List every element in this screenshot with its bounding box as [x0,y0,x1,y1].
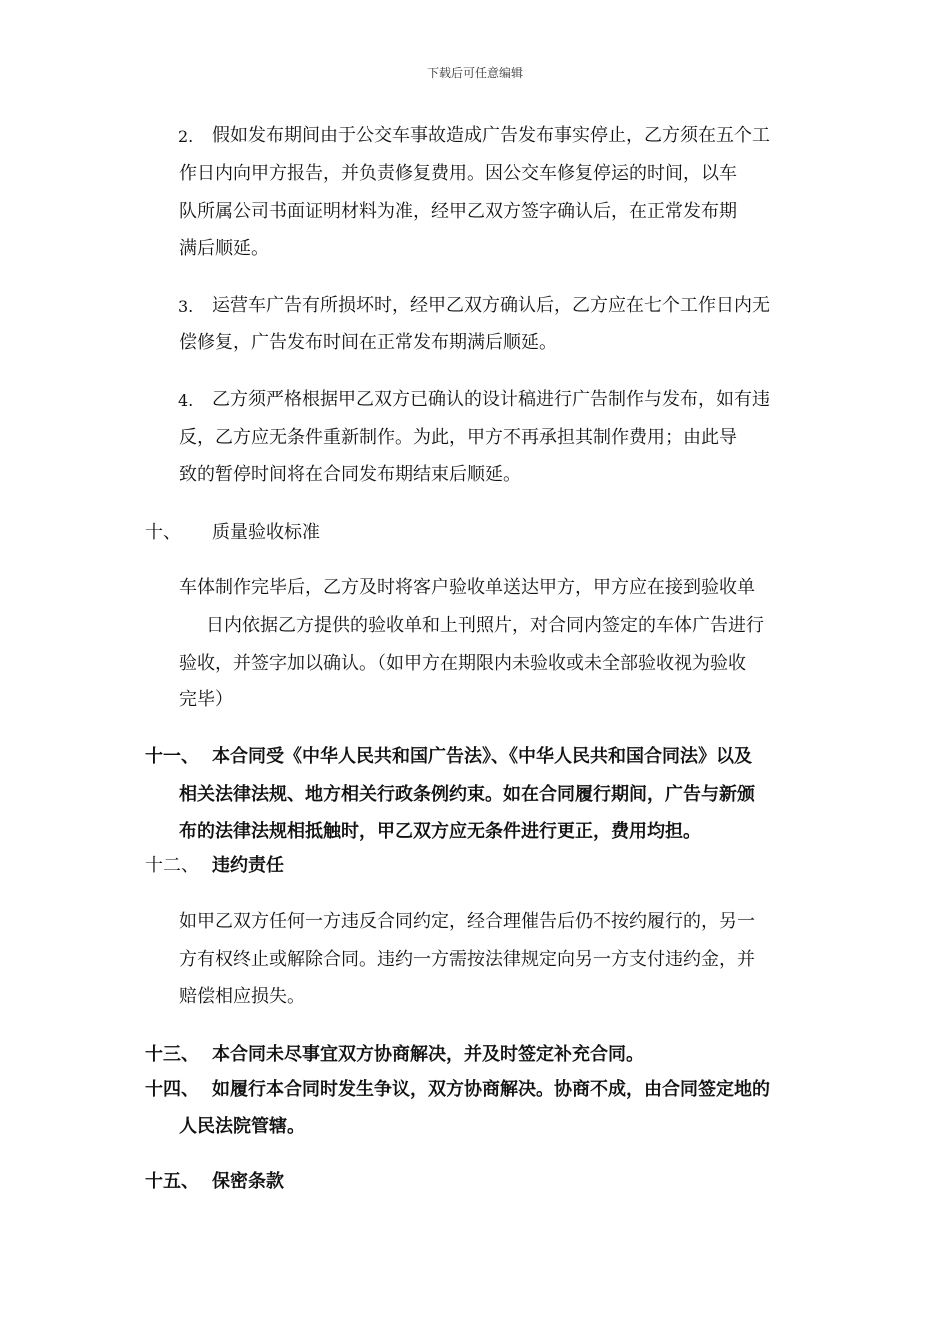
item-4-line-2: 反，乙方应无条件重新制作。为此，甲方不再承担其制作费用；由此导 [179,427,737,448]
item-2-number: 2. [178,127,194,146]
item-3-number: 3. [178,297,194,316]
section-10-number: 十、 [145,522,181,543]
item-2-line-3: 队所属公司书面证明材料为准，经甲乙双方签字确认后，在正常发布期 [179,201,737,222]
section-11-line-3: 布的法律法规相抵触时，甲乙双方应无条件进行更正，费用均担。 [179,821,701,842]
section-11-line-1: 本合同受《中华人民共和国广告法》、《中华人民共和国合同法》以及 [212,746,752,767]
section-14-line-2: 人民法院管辖。 [179,1116,305,1137]
section-12-line-3: 赔偿相应损失。 [179,986,305,1007]
item-2-line-4: 满后顺延。 [179,238,269,259]
section-12-line-2: 方有权终止或解除合同。违约一方需按法律规定向另一方支付违约金，并 [179,949,755,970]
section-12-line-1: 如甲乙双方任何一方违反合同约定，经合理催告后仍不按约履行的，另一 [179,911,755,932]
section-10-line-1: 车体制作完毕后，乙方及时将客户验收单送达甲方，甲方应在接到验收单 [179,577,755,598]
item-2-line-1: 假如发布期间由于公交车事故造成广告发布事实停止，乙方须在五个工 [212,125,770,146]
item-3-line-1: 运营车广告有所损坏时，经甲乙双方确认后，乙方应在七个工作日内无 [212,295,770,316]
page-header: 下载后可任意编辑 [426,66,523,80]
section-11-number: 十一、 [145,746,199,767]
section-12-number: 十二、 [145,855,199,876]
item-4-line-1: 乙方须严格根据甲乙双方已确认的设计稿进行广告制作与发布，如有违 [212,389,770,410]
section-13-line-1: 本合同未尽事宜双方协商解决，并及时签定补充合同。 [212,1044,644,1065]
section-12-title: 违约责任 [212,855,284,876]
section-13-number: 十三、 [145,1044,199,1065]
item-4-number: 4. [178,391,194,410]
section-10-title: 质量验收标准 [212,522,320,543]
section-15-number: 十五、 [145,1171,199,1192]
section-15-title: 保密条款 [212,1171,284,1192]
section-14-line-1: 如履行本合同时发生争议，双方协商解决。协商不成，由合同签定地的 [212,1079,770,1100]
item-2-line-2: 作日内向甲方报告，并负责修复费用。因公交车修复停运的时间，以车 [179,163,737,184]
section-10-line-4: 完毕） [179,689,233,710]
item-4-line-3: 致的暂停时间将在合同发布期结束后顺延。 [179,464,521,485]
section-10-line-2: 日内依据乙方提供的验收单和上刊照片，对合同内签定的车体广告进行 [206,615,764,636]
section-10-line-3: 验收，并签字加以确认。（如甲方在期限内未验收或未全部验收视为验收 [179,653,746,674]
section-11-line-2: 相关法律法规、地方相关行政条例约束。如在合同履行期间，广告与新颁 [179,784,755,805]
section-14-number: 十四、 [145,1079,199,1100]
item-3-line-2: 偿修复，广告发布时间在正常发布期满后顺延。 [179,332,557,353]
